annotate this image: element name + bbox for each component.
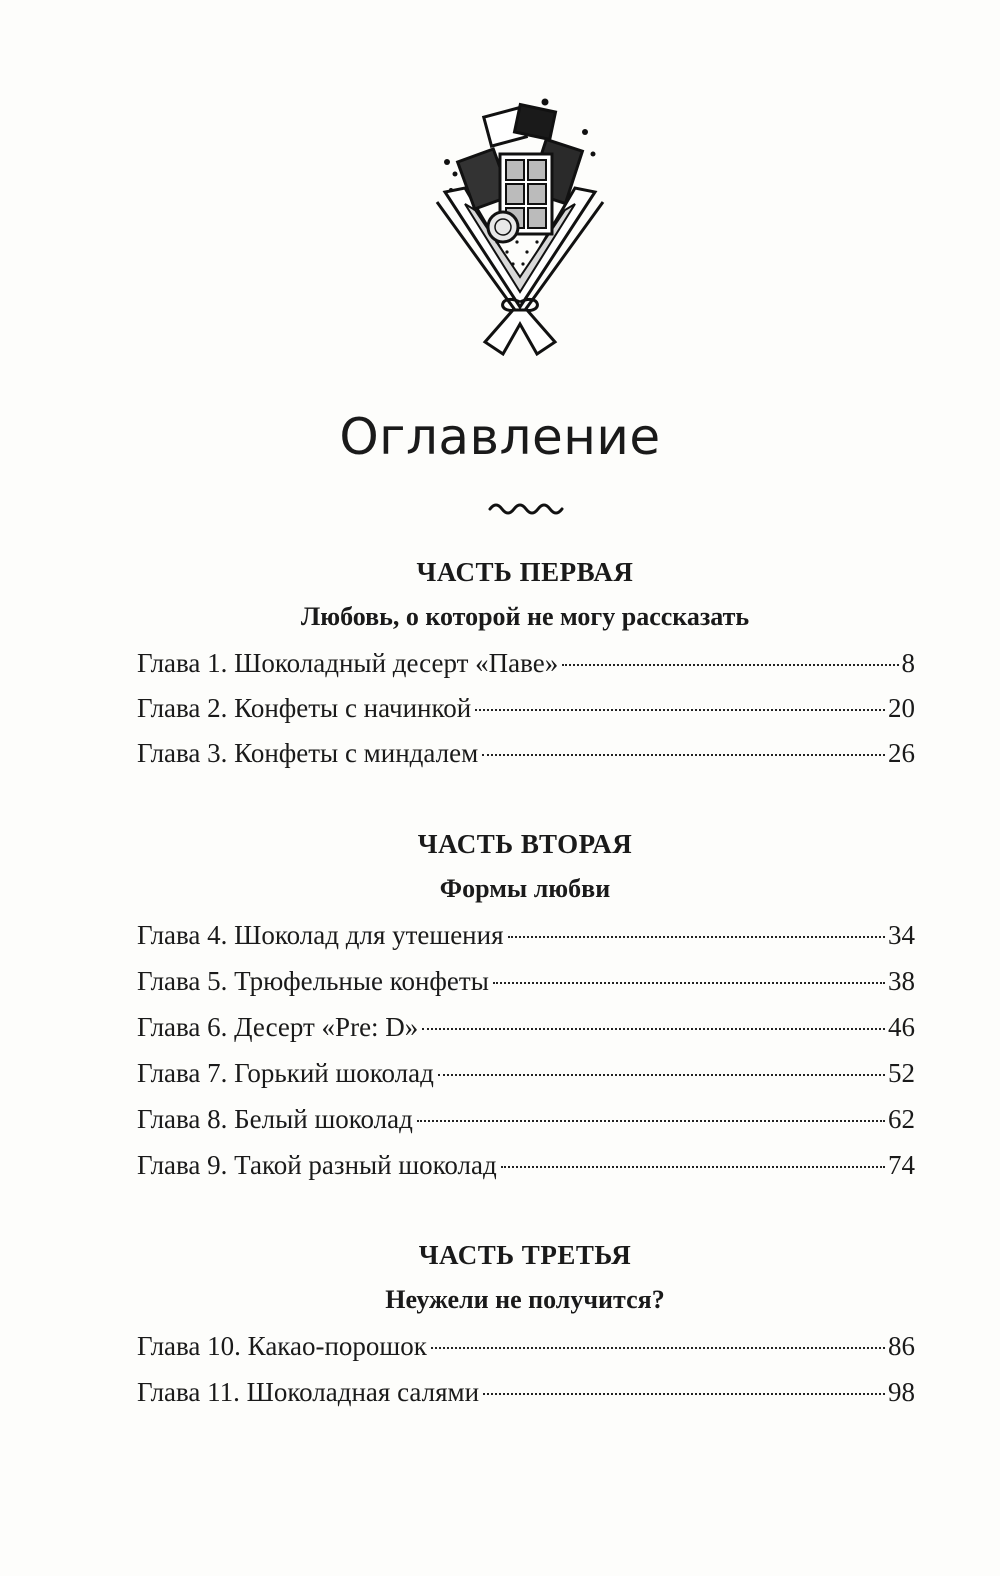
toc-row[interactable]	[137, 1377, 915, 1413]
chapter-title: Глава 3. Конфеты с миндалем	[137, 738, 479, 768]
part-3-subtitle: Неужели не получится?	[385, 1285, 665, 1314]
chapter-title: Глава 10. Какао-порошок	[137, 1331, 427, 1361]
chapter-title: Глава 2. Конфеты с начинкой	[137, 693, 472, 723]
squiggle-divider-icon	[486, 497, 566, 517]
dot-leader	[501, 1166, 885, 1168]
part-3-heading: ЧАСТЬ ТРЕТЬЯ	[418, 1240, 632, 1270]
toc-row[interactable]	[137, 1150, 915, 1186]
chocolate-bouquet-icon	[425, 92, 615, 367]
chapter-title: Глава 11. Шоколадная салями	[137, 1377, 480, 1407]
toc-row[interactable]	[137, 966, 915, 1002]
dot-leader	[475, 709, 885, 711]
chapter-title: Глава 9. Такой разный шоколад	[137, 1150, 497, 1180]
dot-leader	[508, 936, 886, 938]
toc-row[interactable]	[137, 1012, 915, 1048]
chapter-title: Глава 5. Трюфельные конфеты	[137, 966, 489, 996]
dot-leader	[493, 982, 885, 984]
chapter-title: Глава 6. Десерт «Pre: D»	[137, 1012, 419, 1042]
toc-row[interactable]	[137, 648, 915, 684]
part-1-heading: ЧАСТЬ ПЕРВАЯ	[416, 557, 634, 587]
page-number: 46	[888, 1012, 915, 1042]
toc-row[interactable]	[137, 1104, 915, 1140]
toc-row[interactable]	[137, 1331, 915, 1367]
part-2-subtitle: Формы любви	[439, 874, 611, 903]
page-number: 98	[888, 1377, 915, 1407]
dot-leader	[438, 1074, 885, 1076]
page-title: Оглавление	[339, 408, 661, 466]
page-number: 62	[888, 1104, 915, 1134]
dot-leader	[417, 1120, 885, 1122]
dot-leader	[431, 1347, 885, 1349]
dot-leader	[422, 1028, 885, 1030]
toc-row[interactable]	[137, 693, 915, 729]
chapter-title: Глава 4. Шоколад для утешения	[137, 920, 504, 950]
chapter-title: Глава 1. Шоколадный десерт «Паве»	[137, 648, 559, 678]
chapter-title: Глава 8. Белый шоколад	[137, 1104, 413, 1134]
page-number: 26	[888, 738, 915, 768]
page-number: 8	[901, 648, 915, 678]
dot-leader	[482, 754, 885, 756]
toc-row[interactable]	[137, 738, 915, 774]
part-2-heading: ЧАСТЬ ВТОРАЯ	[417, 829, 633, 859]
page-number: 34	[888, 920, 915, 950]
part-1-subtitle: Любовь, о которой не могу рассказать	[300, 602, 750, 631]
dot-leader	[483, 1393, 885, 1395]
chapter-title: Глава 7. Горький шоколад	[137, 1058, 434, 1088]
dot-leader	[562, 664, 898, 666]
page-number: 86	[888, 1331, 915, 1361]
toc-row[interactable]	[137, 920, 915, 956]
page-number: 20	[888, 693, 915, 723]
page-number: 74	[888, 1150, 915, 1180]
page-number: 38	[888, 966, 915, 996]
page-number: 52	[888, 1058, 915, 1088]
toc-row[interactable]	[137, 1058, 915, 1094]
